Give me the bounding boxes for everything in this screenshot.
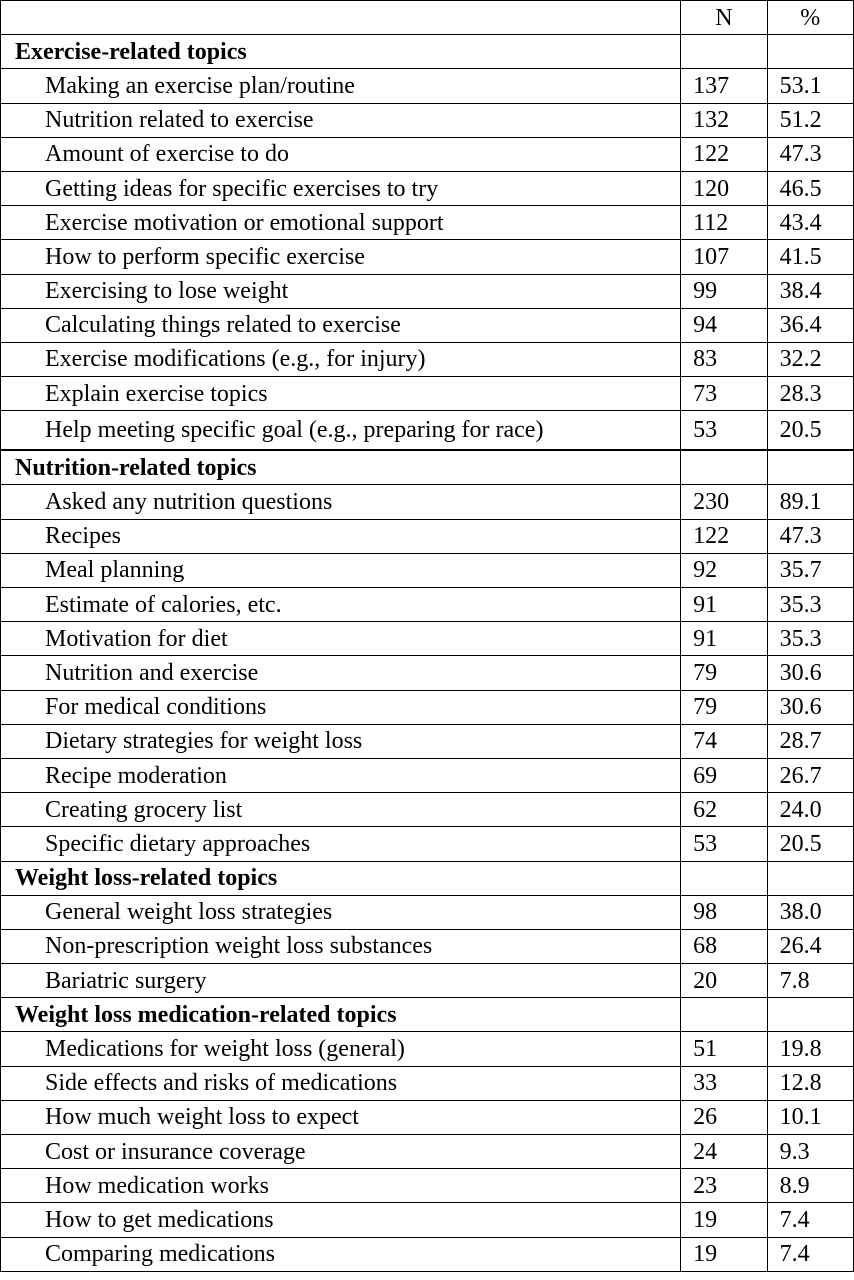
- n-cell: 68: [681, 929, 767, 963]
- table-row: [1, 342, 854, 376]
- n-cell: 99: [681, 274, 767, 308]
- n-cell: 62: [681, 793, 767, 827]
- section-title: Weight loss medication-related topics: [1, 998, 681, 1032]
- n-cell: 92: [681, 553, 767, 587]
- n-cell: 120: [681, 171, 767, 205]
- topic-cell: How to perform specific exercise: [1, 240, 681, 274]
- pct-cell: 12.8: [767, 1066, 853, 1100]
- table-row: [1, 171, 854, 205]
- table-row: [1, 793, 854, 827]
- pct-cell: 47.3: [767, 137, 853, 171]
- table-row: [1, 1100, 854, 1134]
- pct-cell: 20.5: [767, 411, 853, 451]
- pct-cell: 26.4: [767, 929, 853, 963]
- table-row: [1, 690, 854, 724]
- pct-cell: 28.3: [767, 377, 853, 411]
- pct-cell: 30.6: [767, 690, 853, 724]
- section-title: Weight loss-related topics: [1, 861, 681, 895]
- section-title: Nutrition-related topics: [1, 450, 681, 485]
- table-row: [1, 1066, 854, 1100]
- table-row: [1, 622, 854, 656]
- n-cell: 23: [681, 1169, 767, 1203]
- topic-cell: Comparing medications: [1, 1237, 681, 1271]
- section-pct-cell: [767, 998, 853, 1032]
- topic-cell: Recipe moderation: [1, 758, 681, 792]
- table-row: [1, 1135, 854, 1169]
- section-n-cell: [681, 861, 767, 895]
- table-row: [1, 377, 854, 411]
- topic-cell: Nutrition and exercise: [1, 656, 681, 690]
- n-cell: 122: [681, 519, 767, 553]
- table-row: [1, 137, 854, 171]
- topic-cell: Non-prescription weight loss substances: [1, 929, 681, 963]
- table-row: [1, 588, 854, 622]
- n-cell: 79: [681, 656, 767, 690]
- section-pct-cell: [767, 450, 853, 485]
- table-row: [1, 1203, 854, 1237]
- pct-cell: 9.3: [767, 1135, 853, 1169]
- table-row: [1, 69, 854, 103]
- n-cell: 51: [681, 1032, 767, 1066]
- n-cell: 94: [681, 308, 767, 342]
- topic-cell: Motivation for diet: [1, 622, 681, 656]
- n-cell: 112: [681, 206, 767, 240]
- topic-cell: Creating grocery list: [1, 793, 681, 827]
- topic-cell: Exercising to lose weight: [1, 274, 681, 308]
- pct-cell: 36.4: [767, 308, 853, 342]
- section-n-cell: [681, 35, 767, 69]
- pct-cell: 7.4: [767, 1203, 853, 1237]
- header-n-cell: N: [681, 1, 767, 35]
- topic-cell: Meal planning: [1, 553, 681, 587]
- table-row: [1, 929, 854, 963]
- section-title: Exercise-related topics: [1, 35, 681, 69]
- topic-cell: Bariatric surgery: [1, 964, 681, 998]
- table-row: [1, 1237, 854, 1271]
- table-row: [1, 1032, 854, 1066]
- pct-cell: 53.1: [767, 69, 853, 103]
- pct-cell: 51.2: [767, 103, 853, 137]
- pct-cell: 19.8: [767, 1032, 853, 1066]
- pct-cell: 43.4: [767, 206, 853, 240]
- table-row: [1, 206, 854, 240]
- pct-cell: 89.1: [767, 485, 853, 519]
- pct-cell: 47.3: [767, 519, 853, 553]
- section-pct-cell: [767, 861, 853, 895]
- table-row: [1, 240, 854, 274]
- topic-cell: Estimate of calories, etc.: [1, 588, 681, 622]
- topic-cell: Amount of exercise to do: [1, 137, 681, 171]
- table-header-row: [1, 1, 854, 35]
- n-cell: 24: [681, 1135, 767, 1169]
- topic-cell: Exercise motivation or emotional support: [1, 206, 681, 240]
- n-cell: 122: [681, 137, 767, 171]
- table-row: [1, 1169, 854, 1203]
- n-cell: 20: [681, 964, 767, 998]
- topic-cell: General weight loss strategies: [1, 895, 681, 929]
- pct-cell: 7.4: [767, 1237, 853, 1271]
- pct-cell: 10.1: [767, 1100, 853, 1134]
- table-row: [1, 485, 854, 519]
- n-cell: 137: [681, 69, 767, 103]
- table-row: [1, 519, 854, 553]
- table-row: [1, 758, 854, 792]
- pct-cell: 38.0: [767, 895, 853, 929]
- topic-cell: Asked any nutrition questions: [1, 485, 681, 519]
- pct-cell: 46.5: [767, 171, 853, 205]
- section-header-row: [1, 35, 854, 69]
- n-cell: 91: [681, 588, 767, 622]
- n-cell: 79: [681, 690, 767, 724]
- n-cell: 91: [681, 622, 767, 656]
- topic-cell: Side effects and risks of medications: [1, 1066, 681, 1100]
- n-cell: 132: [681, 103, 767, 137]
- topic-cell: Dietary strategies for weight loss: [1, 724, 681, 758]
- table-row: [1, 274, 854, 308]
- topic-cell: Calculating things related to exercise: [1, 308, 681, 342]
- section-header-row: [1, 450, 854, 485]
- pct-cell: 35.3: [767, 588, 853, 622]
- n-cell: 53: [681, 411, 767, 451]
- n-cell: 19: [681, 1203, 767, 1237]
- table-row: [1, 553, 854, 587]
- topic-cell: Specific dietary approaches: [1, 827, 681, 861]
- n-cell: 19: [681, 1237, 767, 1271]
- section-n-cell: [681, 450, 767, 485]
- n-cell: 98: [681, 895, 767, 929]
- pct-cell: 41.5: [767, 240, 853, 274]
- table-row: [1, 308, 854, 342]
- table-row: [1, 724, 854, 758]
- n-cell: 26: [681, 1100, 767, 1134]
- section-n-cell: [681, 998, 767, 1032]
- n-cell: 33: [681, 1066, 767, 1100]
- pct-cell: 28.7: [767, 724, 853, 758]
- table-row: [1, 656, 854, 690]
- topic-cell: Getting ideas for specific exercises to try: [1, 171, 681, 205]
- table-row: [1, 411, 854, 451]
- table-row: [1, 895, 854, 929]
- topic-cell: How medication works: [1, 1169, 681, 1203]
- n-cell: 230: [681, 485, 767, 519]
- n-cell: 69: [681, 758, 767, 792]
- header-pct-cell: %: [767, 1, 853, 35]
- topics-table-body: [1, 1, 854, 1272]
- pct-cell: 26.7: [767, 758, 853, 792]
- pct-cell: 35.7: [767, 553, 853, 587]
- header-topic-cell: [1, 1, 681, 35]
- topic-cell: How much weight loss to expect: [1, 1100, 681, 1134]
- topic-cell: Help meeting specific goal (e.g., preparing for race): [1, 411, 681, 451]
- topic-cell: Recipes: [1, 519, 681, 553]
- pct-cell: 24.0: [767, 793, 853, 827]
- pct-cell: 35.3: [767, 622, 853, 656]
- pct-cell: 38.4: [767, 274, 853, 308]
- pct-cell: 7.8: [767, 964, 853, 998]
- n-cell: 73: [681, 377, 767, 411]
- table-row: [1, 103, 854, 137]
- topic-cell: For medical conditions: [1, 690, 681, 724]
- table-row: [1, 964, 854, 998]
- topic-cell: Medications for weight loss (general): [1, 1032, 681, 1066]
- pct-cell: 32.2: [767, 342, 853, 376]
- pct-cell: 30.6: [767, 656, 853, 690]
- topic-cell: Exercise modifications (e.g., for injury): [1, 342, 681, 376]
- pct-cell: 20.5: [767, 827, 853, 861]
- topic-cell: Cost or insurance coverage: [1, 1135, 681, 1169]
- pct-cell: 8.9: [767, 1169, 853, 1203]
- topic-cell: Making an exercise plan/routine: [1, 69, 681, 103]
- n-cell: 53: [681, 827, 767, 861]
- n-cell: 74: [681, 724, 767, 758]
- topic-cell: How to get medications: [1, 1203, 681, 1237]
- section-header-row: [1, 998, 854, 1032]
- topic-cell: Nutrition related to exercise: [1, 103, 681, 137]
- n-cell: 83: [681, 342, 767, 376]
- section-header-row: [1, 861, 854, 895]
- n-cell: 107: [681, 240, 767, 274]
- table-row: [1, 827, 854, 861]
- section-pct-cell: [767, 35, 853, 69]
- topic-cell: Explain exercise topics: [1, 377, 681, 411]
